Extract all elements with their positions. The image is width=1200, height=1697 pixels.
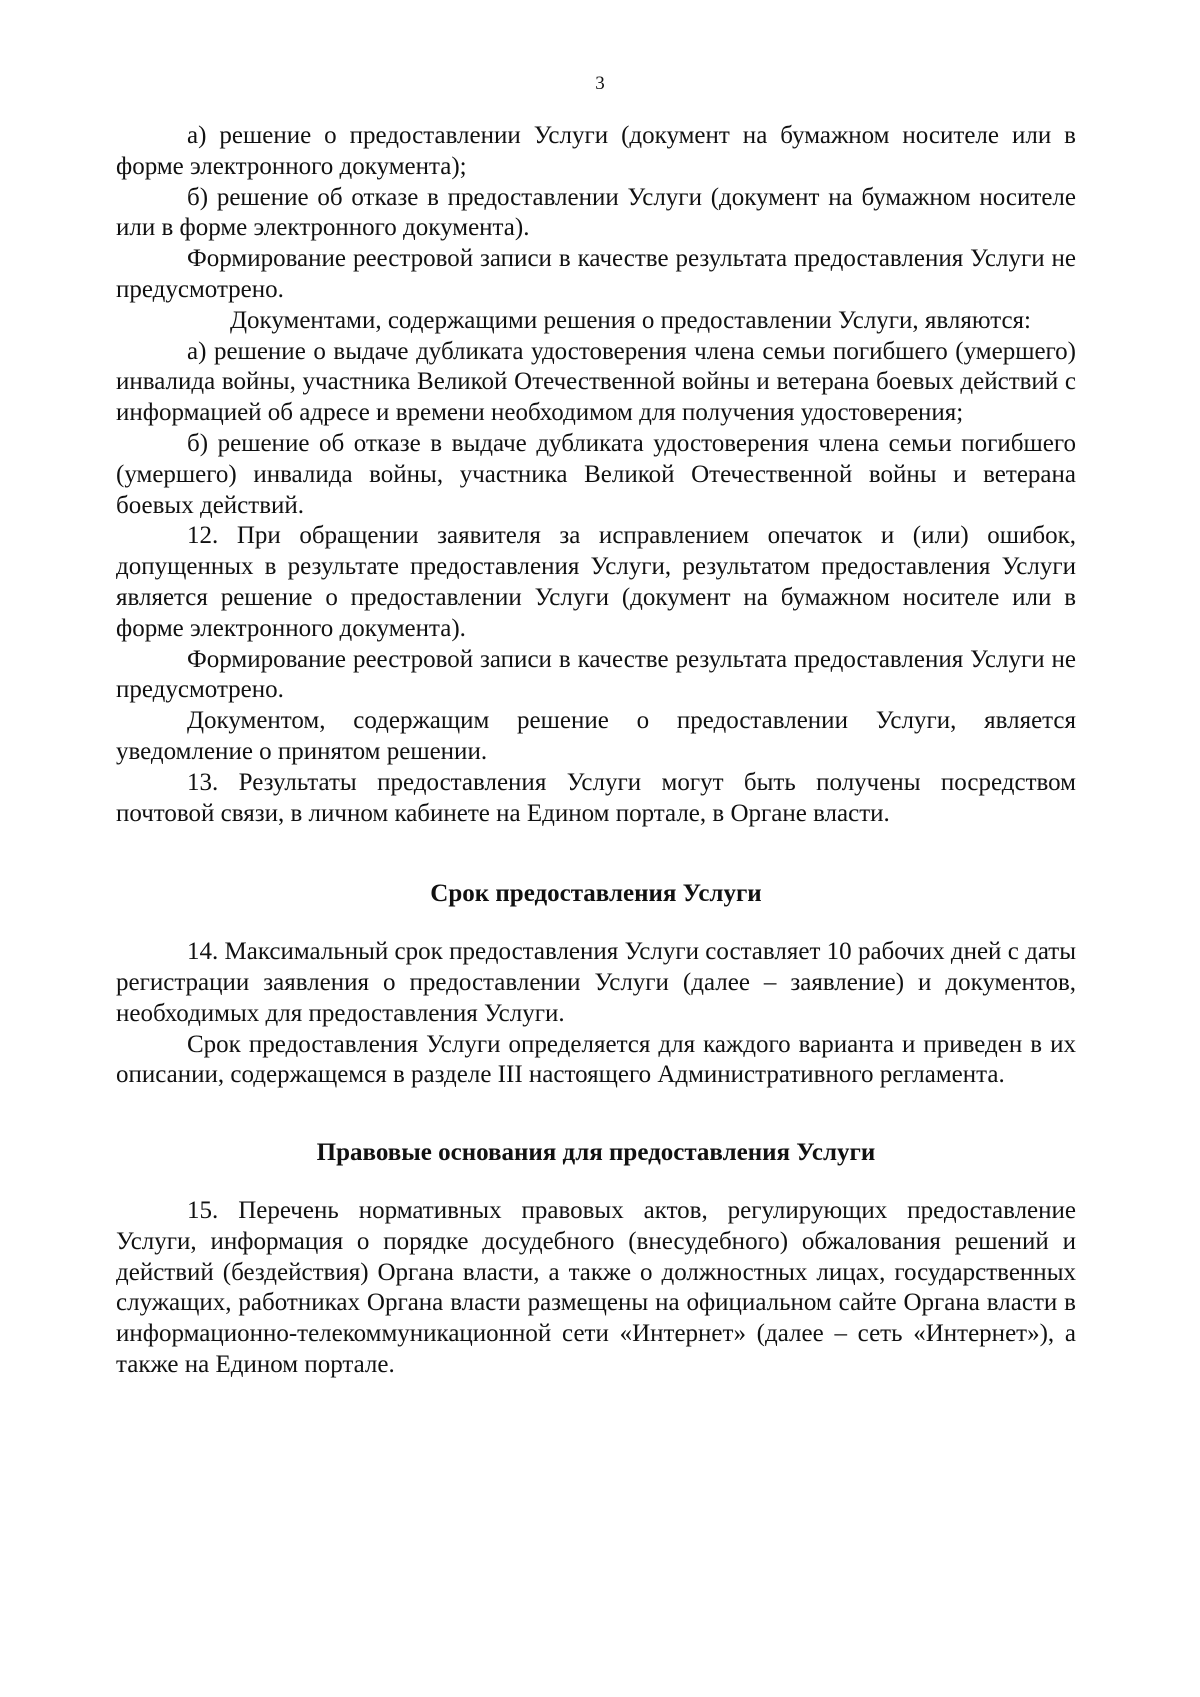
paragraph: б) решение об отказе в предоставлении Услуги (документ на бумажном носителе или в форме электронного документа). [116, 183, 1076, 242]
paragraph: а) решение о предоставлении Услуги (документ на бумажном носителе или в форме электронного документа); [116, 122, 1076, 180]
page-number: 3 [595, 73, 605, 94]
paragraph: 15. Перечень нормативных правовых актов, регулирующих предоставление Услуги, информация о порядке досудебного (внесудебного) обжалования решений и действий (бездействия) Органа власти, а также о должностных лицах, государственных служащих, работниках Органа власти размещены на официальном сайте Органа власти в информационно-телекоммуникационной сети «Интернет» (далее – сеть «Интернет»), а также на Едином портале. [116, 1196, 1076, 1378]
paragraph: 12. При обращении заявителя за исправлением опечаток и (или) ошибок, допущенных в результате предоставления Услуги, результатом предоставления Услуги является решение о предоставлении Услуги (документ на бумажном носителе или в форме электронного документа). [116, 522, 1076, 642]
section-heading: Правовые основания для предоставления Услуги [316, 1139, 876, 1167]
paragraph: б) решение об отказе в выдаче дубликата удостоверения члена семьи погибшего (умершего) инвалида войны, участника Великой Отечественной войны и ветерана боевых действий. [116, 429, 1076, 519]
paragraph: Формирование реестровой записи в качестве результата предоставления Услуги не предусмотрено. [116, 245, 1076, 303]
paragraph: Документами, содержащими решения о предоставлении Услуги, являются: [230, 306, 1031, 334]
document-body [116, 121, 1076, 1381]
paragraph: Срок предоставления Услуги определяется для каждого варианта и приведен в их описании, содержащемся в разделе III настоящего Административного регламента. [116, 1030, 1076, 1089]
spacer [116, 829, 1076, 879]
section-heading: Срок предоставления Услуги [430, 880, 762, 908]
spacer [116, 1091, 1076, 1138]
paragraph: Документом, содержащим решение о предоставлении Услуги, является уведомление о принятом решении. [116, 707, 1076, 765]
paragraph: а) решение о выдаче дубликата удостоверения члена семьи погибшего (умершего) инвалида войны, участника Великой Отечественной войны и ветерана боевых действий с информацией об адресе и времени необходимом для получения удостоверения; [116, 337, 1076, 427]
spacer [116, 910, 1076, 937]
paragraph: 13. Результаты предоставления Услуги могут быть получены посредством почтовой связи, в личном кабинете на Едином портале, в Органе власти. [116, 768, 1076, 827]
paragraph: 14. Максимальный срок предоставления Услуги составляет 10 рабочих дней с даты регистрации заявления о предоставлении Услуги (далее – заявление) и документов, необходимых для предоставления Услуги. [116, 938, 1076, 1027]
paragraph: Формирование реестровой записи в качестве результата предоставления Услуги не предусмотрено. [116, 645, 1076, 704]
spacer [116, 1169, 1076, 1196]
